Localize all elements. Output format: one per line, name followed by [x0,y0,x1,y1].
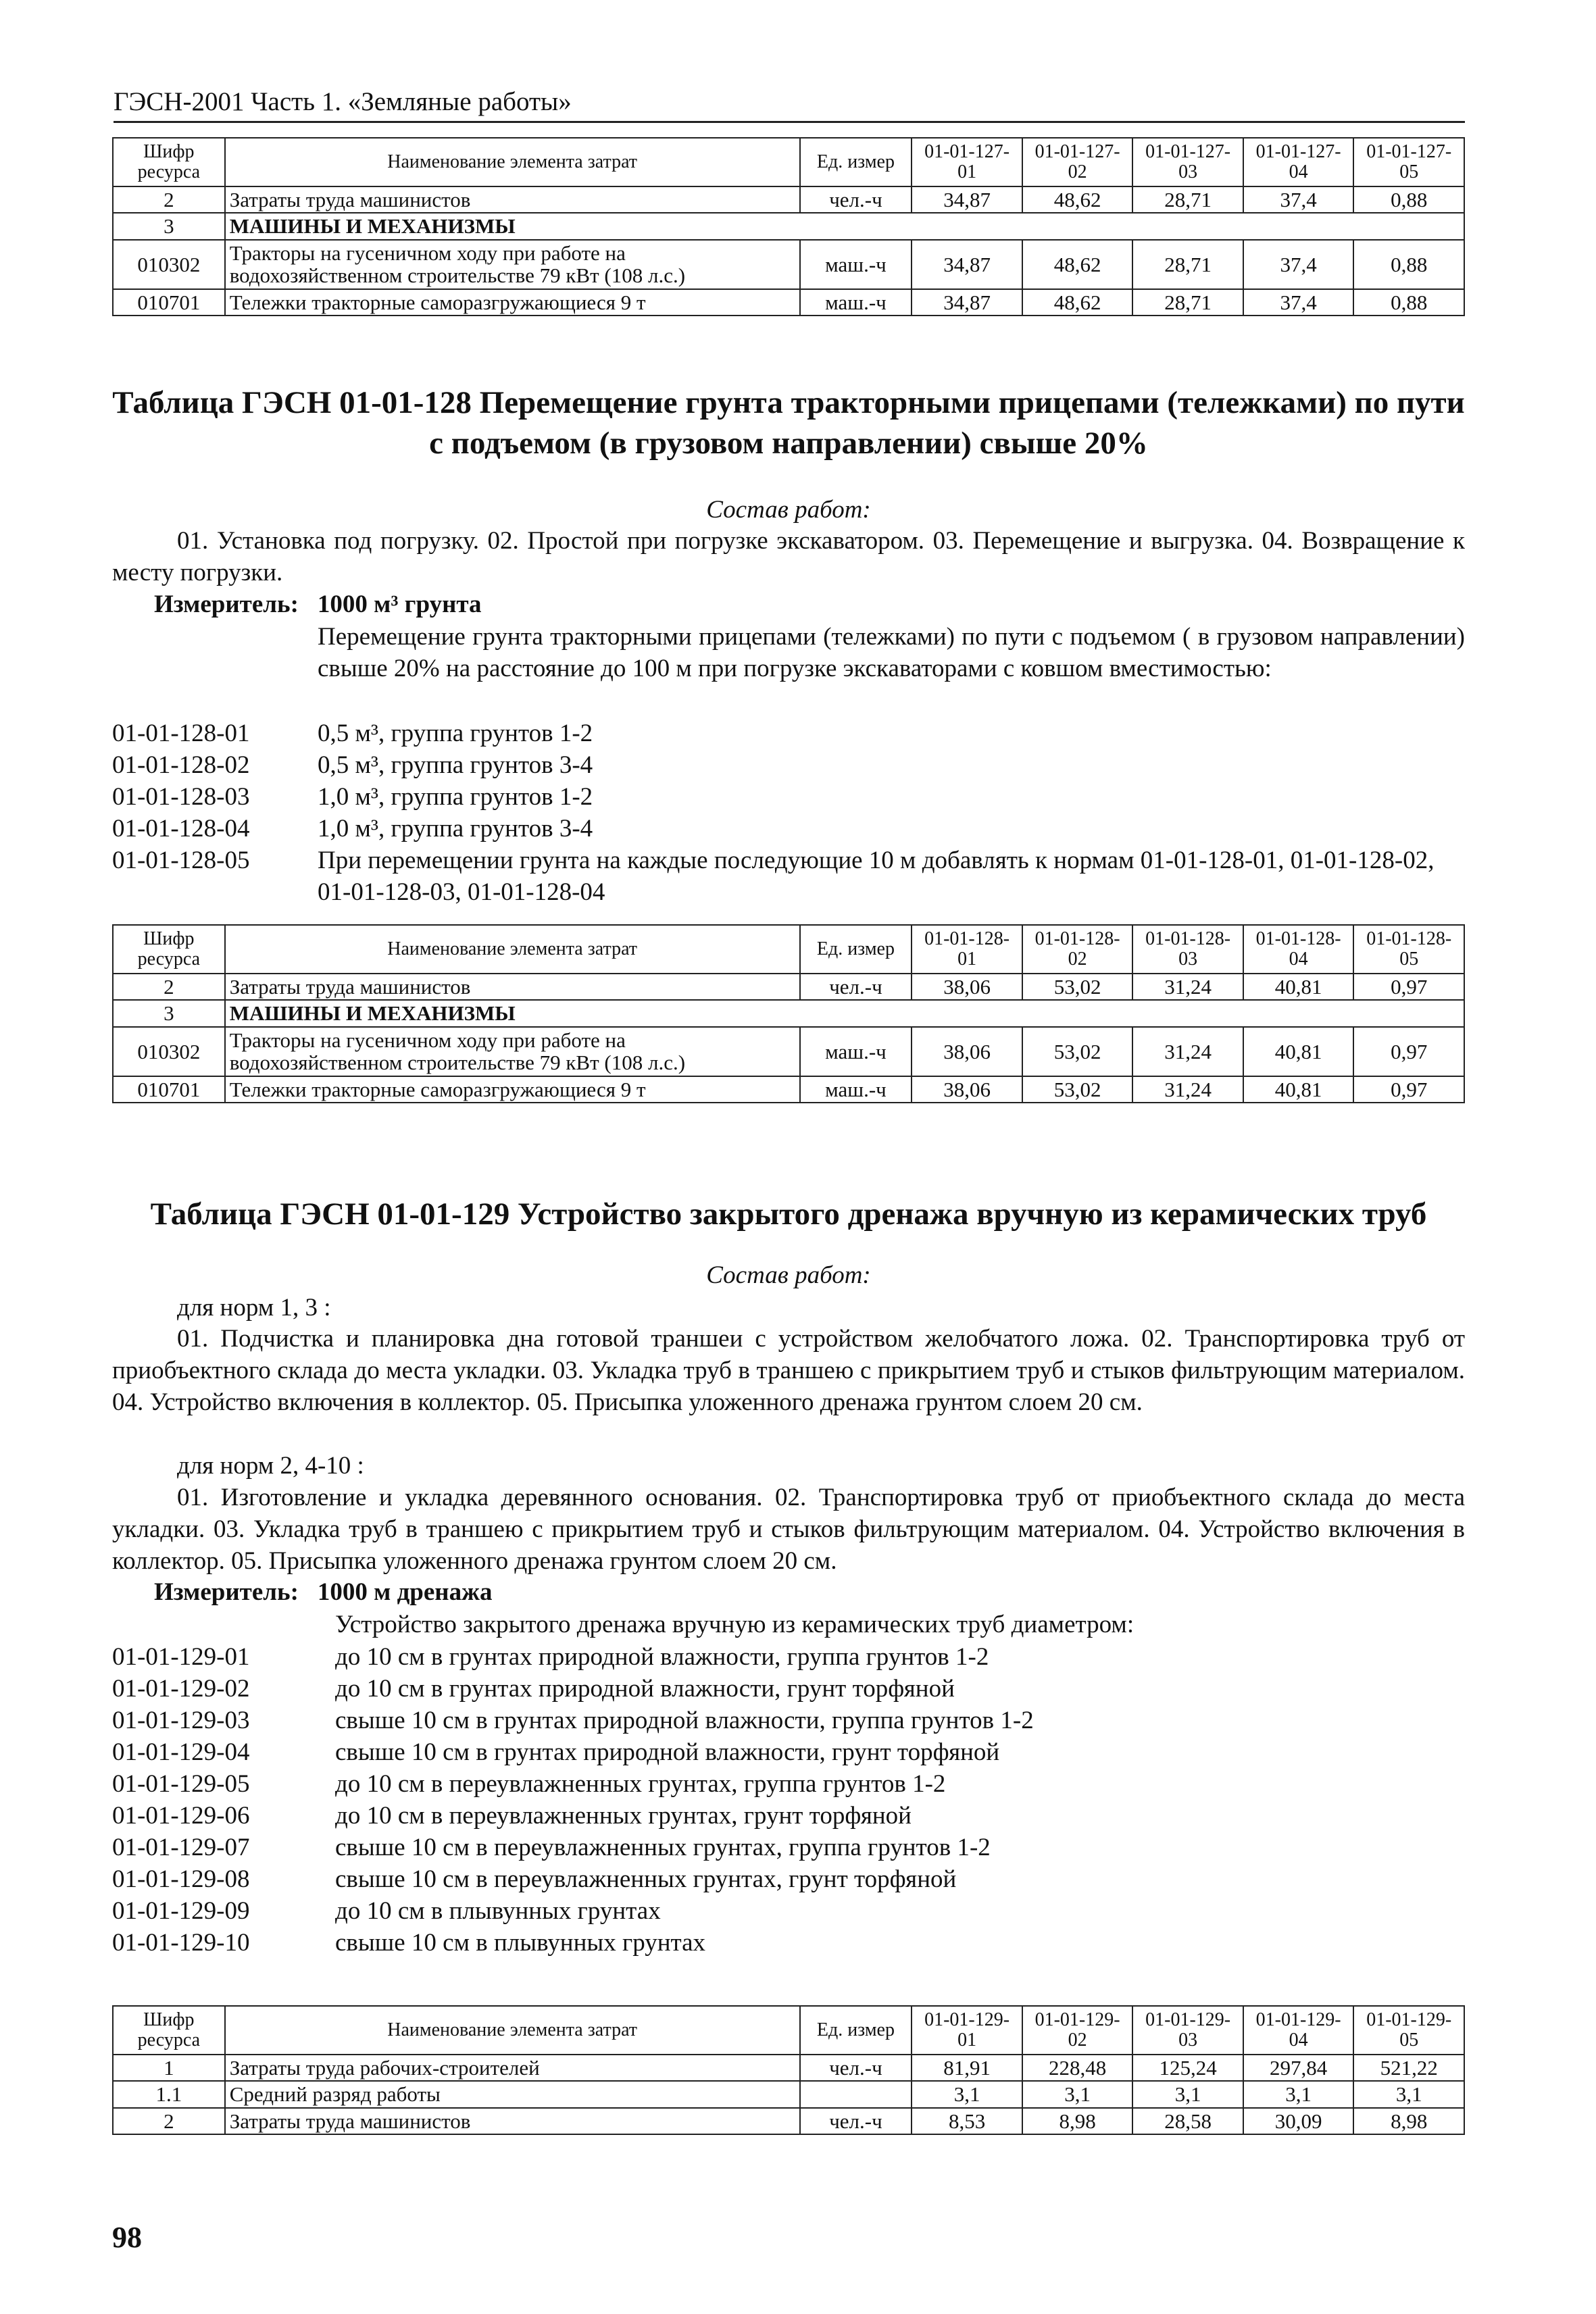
norm-code: 01-01-128-01 [112,720,250,747]
header-name: Наименование элемента затрат [225,2006,800,2055]
norm-value: 34,87 [912,289,1022,316]
norm-value: 38,06 [912,1076,1022,1103]
norm-value: 34,87 [912,186,1022,213]
norm-value: 31,24 [1132,1027,1243,1076]
norm-description: свыше 10 см в грунтах природной влажности, группа грунтов 1-2 [335,1706,1034,1734]
norm-item [112,1674,1465,1705]
resource-code: 010701 [113,289,225,316]
header-norm-column: 01-01-127-05 [1353,138,1464,186]
resource-code: 2 [113,186,225,213]
norm-description: 1,0 м³, группа грунтов 1-2 [318,782,593,811]
resource-name: Тележки тракторные саморазгружающиеся 9 т [225,289,800,316]
table-row [113,2055,1464,2081]
table-row [113,1076,1464,1103]
norm-code: 01-01-129-07 [112,1833,250,1861]
norm-description: свыше 10 см в переувлажненных грунтах, грунт торфяной [335,1865,957,1893]
measurement-unit: Измеритель: 1000 м дренажа [154,1578,493,1606]
norm-description: 0,5 м³, группа грунтов 3-4 [318,751,593,779]
resource-code: 2 [113,2108,225,2134]
norm-value: 28,58 [1132,2108,1243,2134]
section-title-128: Таблица ГЭСН 01-01-128 Перемещение грунта тракторными прицепами (тележками) по пути с подъемом (в грузовом направлении) свыше 20% [112,385,1465,461]
norm-value: 3,1 [1132,2081,1243,2107]
norm-value: 3,1 [1353,2081,1464,2107]
header-name: Наименование элемента затрат [225,138,800,186]
resource-code: 010302 [113,240,225,289]
resource-name: Затраты труда машинистов [225,974,800,1000]
norm-description: свыше 10 см в плывунных грунтах [335,1928,706,1957]
header-unit: Ед. измер [800,925,912,974]
header-norm-column: 01-01-128-02 [1022,925,1133,974]
resource-unit: чел.-ч [800,974,912,1000]
table-row [113,974,1464,1000]
norm-value: 81,91 [912,2055,1022,2081]
norm-code: 01-01-128-02 [112,751,250,779]
norm-description: до 10 см в грунтах природной влажности, группа грунтов 1-2 [335,1643,989,1671]
norm-value: 40,81 [1243,1076,1354,1103]
resource-name: Затраты труда машинистов [225,2108,800,2134]
norm-value: 53,02 [1022,1027,1133,1076]
norm-description: до 10 см в грунтах природной влажности, грунт торфяной [335,1674,955,1703]
norm-value: 53,02 [1022,974,1133,1000]
resource-name: Затраты труда машинистов [225,186,800,213]
norm-description: При перемещении грунта на каждые последующие 10 м добавлять к нормам 01-01-128-01, 01-01-128-02, 01-01-128-03, 01-01-128-04 [318,846,1435,906]
measurement-unit: Измеритель: 1000 м³ грунта [154,590,482,618]
norm-value: 0,97 [1353,1027,1464,1076]
norm-value: 0,88 [1353,289,1464,316]
norm-value: 0,88 [1353,240,1464,289]
resource-name: Тележки тракторные саморазгружающиеся 9 т [225,1076,800,1103]
cost-table-129 [112,2005,1465,2135]
norm-value: 38,06 [912,974,1022,1000]
table-header-row [113,2006,1464,2055]
works-composition-text: 01. Установка под погрузку. 02. Простой при погрузке экскаватором. 03. Перемещение и выгрузка. 04. Возвращение к месту погрузки. [112,527,1465,586]
cost-table-128 [112,924,1465,1103]
norm-value: 28,71 [1132,289,1243,316]
works-composition-text: 01. Подчистка и планировка дна готовой траншеи с устройством желобчатого ложа. 02. Транспортировка труб от приобъектного склада до места укладки. 03. Укладка труб в траншею с прикрытием труб и стыков фильтрующим материалом. 04. Устройство включения в коллектор. 05. Присыпка уложенного дренажа грунтом слоем 20 см. [112,1325,1465,1416]
header-norm-column: 01-01-129-01 [912,2006,1022,2055]
norm-value: 0,97 [1353,974,1464,1000]
resource-name: Средний разряд работы [225,2081,800,2107]
header-norm-column: 01-01-129-05 [1353,2006,1464,2055]
header-norm-column: 01-01-127-03 [1132,138,1243,186]
norm-value: 0,88 [1353,186,1464,213]
norm-intro-text: Устройство закрытого дренажа вручную из керамических труб диаметром: [335,1611,1134,1638]
table-row [113,289,1464,316]
resource-code: 2 [113,974,225,1000]
norm-list-128 [112,718,1465,909]
header-code: Шифр ресурса [113,138,225,186]
norm-description: свыше 10 см в переувлажненных грунтах, группа грунтов 1-2 [335,1833,991,1861]
norm-group-label: для норм 2, 4-10 : [177,1452,364,1480]
norm-value: 228,48 [1022,2055,1133,2081]
norm-value: 3,1 [1243,2081,1354,2107]
resource-unit: маш.-ч [800,240,912,289]
norm-code: 01-01-129-01 [112,1643,250,1671]
norm-value: 125,24 [1132,2055,1243,2081]
norm-item [112,718,1465,750]
norm-item [112,1896,1465,1928]
norm-value: 0,97 [1353,1076,1464,1103]
norm-value: 37,4 [1243,289,1354,316]
norm-description: свыше 10 см в грунтах природной влажности, грунт торфяной [335,1738,1000,1766]
table-row [113,2108,1464,2134]
norm-item [112,1642,1465,1674]
resource-code: 1.1 [113,2081,225,2107]
works-composition-text: 01. Изготовление и укладка деревянного основания. 02. Транспортировка труб от приобъектного склада до места укладки. 03. Укладка труб в траншею с прикрытием труб и стыков фильтрующим материалом. 04. Устройство включения в коллектор. 05. Присыпка уложенного дренажа грунтом слоем 20 см. [112,1484,1465,1575]
norm-code: 01-01-129-02 [112,1674,250,1703]
resource-unit: чел.-ч [800,186,912,213]
resource-unit [800,2081,912,2107]
norm-item [112,845,1465,909]
table-row [113,2081,1464,2107]
resource-name: Затраты труда рабочих-строителей [225,2055,800,2081]
norm-value: 3,1 [1022,2081,1133,2107]
resource-unit: чел.-ч [800,2108,912,2134]
table-row [113,1000,1464,1026]
resource-unit: маш.-ч [800,289,912,316]
table-header-row [113,925,1464,974]
header-norm-column: 01-01-127-01 [912,138,1022,186]
norm-code: 01-01-129-09 [112,1896,250,1925]
resource-code: 010302 [113,1027,225,1076]
norm-code: 01-01-129-05 [112,1769,250,1798]
norm-item [112,1705,1465,1737]
norm-description: до 10 см в переувлажненных грунтах, грунт торфяной [335,1801,912,1830]
norm-value: 40,81 [1243,974,1354,1000]
norm-code: 01-01-128-03 [112,782,250,811]
table-row [113,186,1464,213]
resource-code: 3 [113,213,225,239]
header-name: Наименование элемента затрат [225,925,800,974]
norm-intro-text: Перемещение грунта тракторными прицепами (тележками) по пути с подъемом ( в грузовом направлении) свыше 20% на расстояние до 100 м при погрузке экскаваторами с ковшом вместимостью: [318,623,1465,682]
header-norm-column: 01-01-128-01 [912,925,1022,974]
header-norm-column: 01-01-129-04 [1243,2006,1354,2055]
resource-name: Тракторы на гусеничном ходу при работе на водохозяйственном строительстве 79 кВт (108 л.с.) [225,1027,800,1076]
norm-value: 37,4 [1243,186,1354,213]
norm-item [112,1832,1465,1864]
norm-code: 01-01-128-05 [112,846,250,874]
norm-item [112,813,1465,845]
norm-code: 01-01-129-06 [112,1801,250,1830]
table-row [113,240,1464,289]
norm-value: 34,87 [912,240,1022,289]
header-unit: Ед. измер [800,138,912,186]
resource-code: 010701 [113,1076,225,1103]
header-norm-column: 01-01-128-04 [1243,925,1354,974]
resource-name: МАШИНЫ И МЕХАНИЗМЫ [225,213,1464,239]
norm-item [112,1928,1465,1959]
running-header: ГЭСН-2001 Часть 1. «Земляные работы» [114,86,1465,123]
norm-group-label: для норм 1, 3 : [177,1294,331,1322]
norm-code: 01-01-129-04 [112,1738,250,1766]
norm-value: 3,1 [912,2081,1022,2107]
norm-value: 8,98 [1353,2108,1464,2134]
resource-name: МАШИНЫ И МЕХАНИЗМЫ [225,1000,1464,1026]
norm-value: 53,02 [1022,1076,1133,1103]
resource-code: 3 [113,1000,225,1026]
norm-code: 01-01-129-08 [112,1865,250,1893]
resource-unit: чел.-ч [800,2055,912,2081]
header-norm-column: 01-01-129-02 [1022,2006,1133,2055]
norm-value: 38,06 [912,1027,1022,1076]
norm-value: 40,81 [1243,1027,1354,1076]
norm-value: 48,62 [1022,240,1133,289]
header-norm-column: 01-01-127-02 [1022,138,1133,186]
resource-unit: маш.-ч [800,1027,912,1076]
norm-list-129 [112,1642,1465,1959]
header-code: Шифр ресурса [113,925,225,974]
norm-value: 8,53 [912,2108,1022,2134]
norm-description: 0,5 м³, группа грунтов 1-2 [318,720,593,747]
norm-code: 01-01-129-10 [112,1928,250,1957]
header-norm-column: 01-01-128-05 [1353,925,1464,974]
norm-code: 01-01-129-03 [112,1706,250,1734]
norm-item [112,782,1465,813]
norm-item [112,1864,1465,1896]
norm-value: 28,71 [1132,186,1243,213]
header-norm-column: 01-01-129-03 [1132,2006,1243,2055]
norm-value: 48,62 [1022,186,1133,213]
norm-item [112,1801,1465,1832]
norm-item [112,1737,1465,1769]
works-composition-label: Состав работ: [706,496,871,524]
resource-unit: маш.-ч [800,1076,912,1103]
norm-value: 37,4 [1243,240,1354,289]
norm-value: 297,84 [1243,2055,1354,2081]
norm-value: 31,24 [1132,974,1243,1000]
table-row [113,213,1464,239]
norm-value: 28,71 [1132,240,1243,289]
cost-table-127 [112,137,1465,316]
table-header-row [113,138,1464,186]
norm-code: 01-01-128-04 [112,814,250,842]
resource-code: 1 [113,2055,225,2081]
resource-name: Тракторы на гусеничном ходу при работе на водохозяйственном строительстве 79 кВт (108 л.с.) [225,240,800,289]
header-norm-column: 01-01-128-03 [1132,925,1243,974]
norm-value: 521,22 [1353,2055,1464,2081]
norm-description: 1,0 м³, группа грунтов 3-4 [318,814,593,842]
works-composition-label: Состав работ: [706,1261,871,1289]
norm-item [112,1769,1465,1801]
norm-value: 8,98 [1022,2108,1133,2134]
header-code: Шифр ресурса [113,2006,225,2055]
norm-description: до 10 см в переувлажненных грунтах, группа грунтов 1-2 [335,1769,946,1798]
section-title-129: Таблица ГЭСН 01-01-129 Устройство закрытого дренажа вручную из керамических труб [150,1197,1427,1232]
norm-description: до 10 см в плывунных грунтах [335,1896,661,1925]
norm-item [112,750,1465,782]
page-number: 98 [112,2221,142,2254]
norm-value: 48,62 [1022,289,1133,316]
norm-value: 30,09 [1243,2108,1354,2134]
norm-value: 31,24 [1132,1076,1243,1103]
header-unit: Ед. измер [800,2006,912,2055]
table-row [113,1027,1464,1076]
header-norm-column: 01-01-127-04 [1243,138,1354,186]
